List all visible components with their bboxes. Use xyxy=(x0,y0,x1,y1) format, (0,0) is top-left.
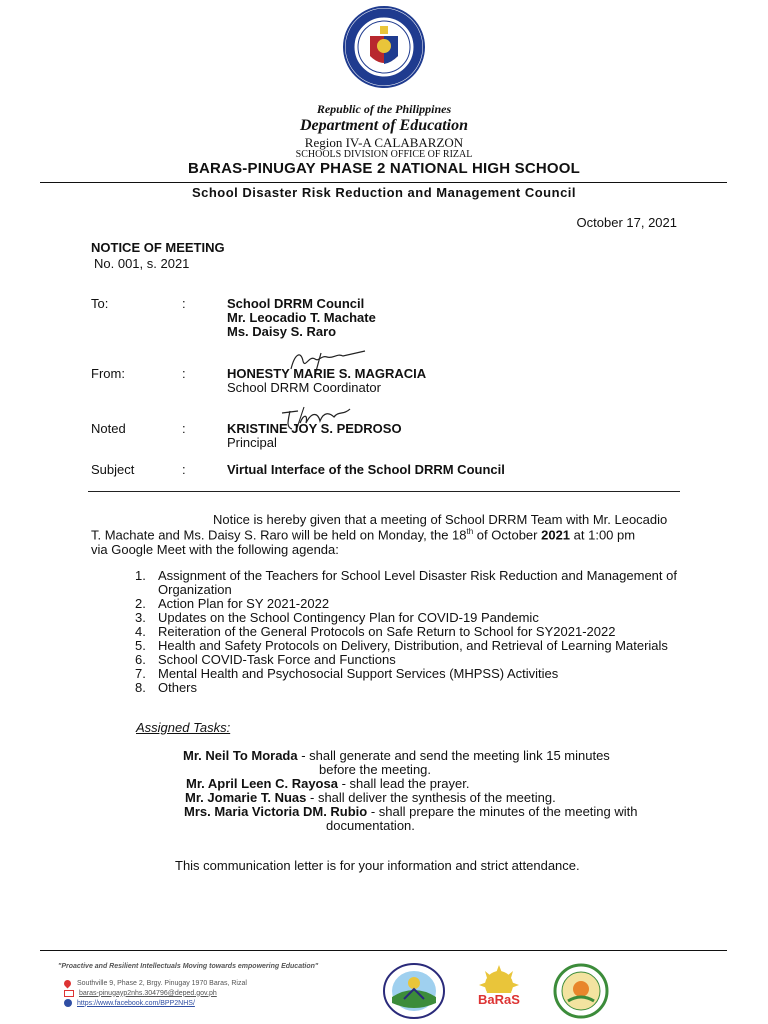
footer-facebook[interactable]: https://www.facebook.com/BPP2NHS/ xyxy=(77,999,195,1007)
deped-seal xyxy=(343,6,425,88)
footer-rule xyxy=(40,950,727,951)
footer-motto: "Proactive and Resilient Intellectuals Moving towards empowering Education" xyxy=(58,963,319,970)
noted-title: Principal xyxy=(227,435,277,450)
tasks-heading: Assigned Tasks: xyxy=(136,720,231,735)
agenda-text: Reiteration of the General Protocols on Safe Return to School for SY2021-2022 xyxy=(158,624,616,639)
agenda-text: Health and Safety Protocols on Delivery, Distribution, and Retrieval of Learning Materials xyxy=(158,638,668,653)
agenda-list xyxy=(135,569,677,695)
footer-address: Southville 9, Phase 2, Brgy. Pinugay 1970 Baras, Rizal xyxy=(77,979,247,987)
agenda-item xyxy=(135,625,677,639)
task-1-name: Mr. Neil To Morada xyxy=(183,748,298,763)
body-line-3: via Google Meet with the following agenda: xyxy=(91,542,339,557)
task-1-cont: before the meeting. xyxy=(319,762,432,777)
noted-name: KRISTINE JOY S. PEDROSO xyxy=(227,421,402,436)
task-1 xyxy=(183,749,610,763)
agenda-number: 2. xyxy=(135,596,146,611)
agenda-item xyxy=(135,681,677,695)
task-1-text: - shall generate and send the meeting link 15 minutes xyxy=(297,748,610,763)
task-2 xyxy=(186,777,469,791)
agenda-number: 5. xyxy=(135,638,146,653)
noted-label: Noted xyxy=(91,421,126,436)
republic-line: Republic of the Philippines xyxy=(316,102,452,116)
to-colon: : xyxy=(182,296,186,311)
school-name: BARAS-PINUGAY PHASE 2 NATIONAL HIGH SCHOOL xyxy=(187,160,581,177)
agenda-item xyxy=(135,667,677,681)
body-year: 2021 xyxy=(541,527,571,543)
agenda-text: School COVID-Task Force and Functions xyxy=(158,652,396,667)
agenda-text: Action Plan for SY 2021-2022 xyxy=(158,596,330,611)
notice-number: No. 001, s. 2021 xyxy=(94,256,190,271)
body-line-1: Notice is hereby given that a meeting of School DRRM Team with Mr. Leocadio xyxy=(213,512,668,527)
division-line: SCHOOLS DIVISION OFFICE OF RIZAL xyxy=(295,149,473,160)
footer-contact xyxy=(64,978,247,1008)
task-4 xyxy=(184,805,638,819)
body-line-2b: of October xyxy=(473,527,542,543)
agenda-text: Updates on the School Contingency Plan for COVID-19 Pandemic xyxy=(158,610,539,625)
agenda-number: 3. xyxy=(135,610,146,625)
task-3-text: - shall deliver the synthesis of the meeting. xyxy=(306,790,556,805)
agenda-number: 8. xyxy=(135,680,146,695)
from-name: HONESTY MARIE S. MAGRACIA xyxy=(227,366,427,381)
email-icon xyxy=(64,990,74,997)
agenda-number: 7. xyxy=(135,666,146,681)
to-label: To: xyxy=(91,296,109,311)
agenda-text: Mental Health and Psychosocial Support Services (MHPSS) Activities xyxy=(158,666,559,681)
memo-rule xyxy=(88,491,680,492)
task-4-cont: documentation. xyxy=(326,818,415,833)
baras-logo-text: BaRaS xyxy=(478,992,520,1007)
to-recipient-2: Mr. Leocadio T. Machate xyxy=(227,310,376,325)
notice-title: NOTICE OF MEETING xyxy=(91,240,225,255)
agenda-item xyxy=(135,597,677,611)
to-recipient-3: Ms. Daisy S. Raro xyxy=(227,324,337,339)
task-4-name: Mrs. Maria Victoria DM. Rubio xyxy=(184,804,368,819)
region-line: Region IV-A CALABARZON xyxy=(304,135,464,150)
task-2-name: Mr. April Leen C. Rayosa xyxy=(186,776,338,791)
body-line-2 xyxy=(91,527,635,542)
closing-statement: This communication letter is for your information and strict attendance. xyxy=(175,858,580,873)
council-name: School Disaster Risk Reduction and Management Council xyxy=(191,185,577,200)
subject-label: Subject xyxy=(91,462,135,477)
agenda-item xyxy=(135,653,677,667)
agenda-text: Assignment of the Teachers for School Level Disaster Risk Reduction and Management of Organization xyxy=(158,568,677,597)
agenda-number: 1. xyxy=(135,568,146,583)
body-superscript: th xyxy=(466,527,474,536)
division-logo xyxy=(552,963,610,1019)
subject-text: Virtual Interface of the School DRRM Council xyxy=(227,462,505,477)
agenda-item xyxy=(135,639,677,653)
from-label: From: xyxy=(91,366,125,381)
task-3-name: Mr. Jomarie T. Nuas xyxy=(185,790,307,805)
agenda-number: 4. xyxy=(135,624,146,639)
agenda-text: Others xyxy=(158,680,198,695)
header-rule xyxy=(40,182,727,183)
facebook-icon xyxy=(64,999,72,1007)
body-line-2a: T. Machate and Ms. Daisy S. Raro will be held on Monday, the 18 xyxy=(91,527,467,543)
school-logo xyxy=(382,963,446,1019)
noted-colon: : xyxy=(182,421,186,436)
agenda-item xyxy=(135,611,677,625)
to-recipient-1: School DRRM Council xyxy=(227,296,365,311)
agenda-number: 6. xyxy=(135,652,146,667)
letter-date: October 17, 2021 xyxy=(576,215,677,230)
task-2-text: - shall lead the prayer. xyxy=(337,776,470,791)
agenda-item xyxy=(135,569,677,597)
subject-colon: : xyxy=(182,462,186,477)
footer-email[interactable]: baras-pinugayp2nhs.304796@deped.gov.ph xyxy=(79,989,217,997)
location-icon xyxy=(63,978,73,988)
department-line: Department of Education xyxy=(299,117,468,134)
task-4-text: - shall prepare the minutes of the meeting with xyxy=(367,804,638,819)
from-title: School DRRM Coordinator xyxy=(227,380,381,395)
body-line-2c: at 1:00 pm xyxy=(570,527,636,543)
baras-logo xyxy=(470,963,528,1017)
from-colon: : xyxy=(182,366,186,381)
task-3 xyxy=(185,791,556,805)
